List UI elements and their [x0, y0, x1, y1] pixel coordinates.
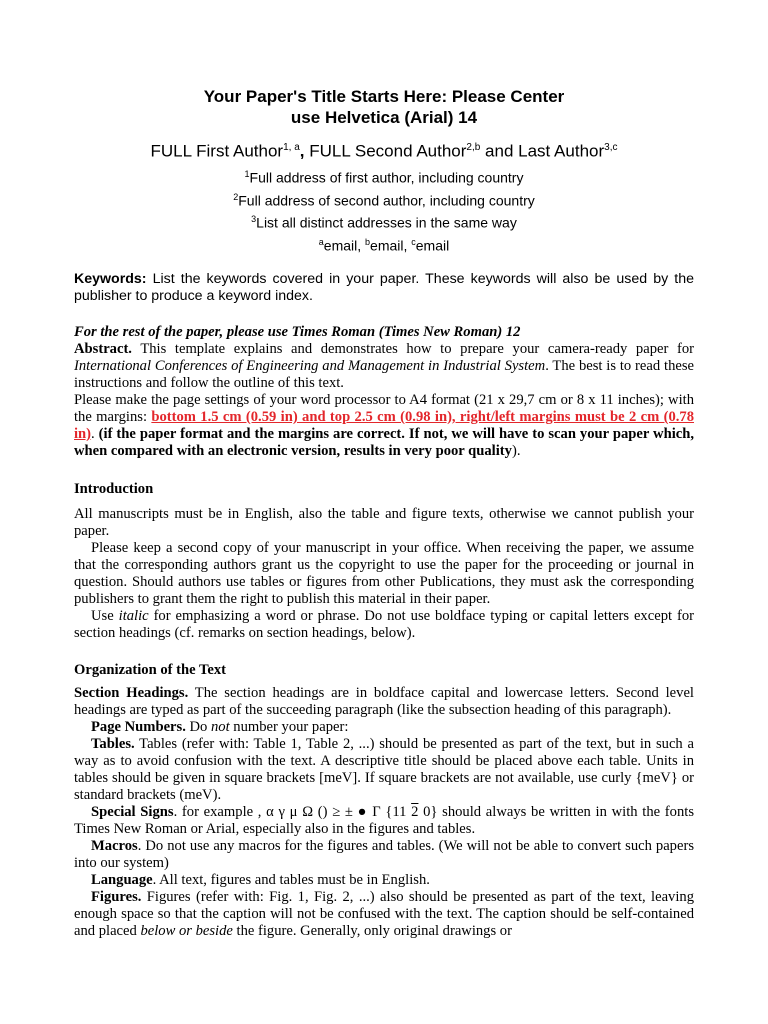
- conference-name: International Conferences of Engineering and Management in Industrial System: [74, 358, 546, 374]
- email-a-marker: a: [318, 237, 324, 247]
- email-a: email,: [323, 237, 366, 254]
- intro-p3-italic: italic: [118, 608, 149, 624]
- intro-paragraph-2: Please keep a second copy of your manuscript in your office. When receiving the paper, we assume that the corresponding authors grant us the copyright to use the paper for the proceeding or journal in question. Should authors use tables or figures from other Publications, they must ask the corresponding publishers to grant them the right to publish this material in their paper.: [74, 540, 694, 607]
- organization-heading: Organization of the Text: [74, 662, 227, 678]
- introduction-section: [74, 506, 694, 642]
- page-numbers-italic: not: [211, 719, 230, 735]
- intro-p3-text-b: for emphasizing a word or phrase. Do not use boldface typing or capital letters except for section headings (cf. remarks on section headings, below).: [74, 608, 694, 641]
- keywords-label: Keywords:: [74, 271, 147, 287]
- intro-paragraph-1: All manuscripts must be in English, also the table and figure texts, otherwise we cannot publish your paper.: [74, 506, 694, 539]
- address-3-text: List all distinct addresses in the same way: [256, 214, 517, 231]
- keywords-text: List the keywords covered in your paper. These keywords will also be used by the publisher to produce a keyword index.: [74, 271, 694, 304]
- tables-label: Tables.: [91, 736, 135, 752]
- abstract-text-2: . The best is to read these instructions and follow the outline of this text.: [74, 358, 695, 391]
- title-line-1: Your Paper's Title Starts Here: Please Center: [203, 87, 565, 106]
- language-label: Language: [91, 872, 153, 888]
- section-headings-paragraph: [74, 685, 694, 719]
- language-text: . All text, figures and tables must be in English.: [152, 872, 430, 888]
- tables-paragraph: [74, 736, 694, 804]
- page-numbers-text-b: number your paper:: [229, 719, 349, 735]
- special-signs-text-a: . for example , α γ μ Ω () ≥ ± ● Γ {11: [173, 804, 412, 820]
- address-2: [0, 189, 768, 210]
- address-2-text: Full address of second author, including country: [238, 192, 535, 209]
- author-1: FULL First Author: [150, 141, 284, 161]
- margins-requirement: bottom 1.5 cm (0.59 in) and top 2.5 cm (0.98 in), right/left margins must be 2 cm (0.78 in): [74, 409, 694, 442]
- font-instruction: [74, 324, 694, 341]
- abstract-paragraph: [74, 341, 694, 392]
- email-b-marker: b: [365, 237, 371, 247]
- figures-paragraph: [74, 889, 694, 940]
- author-2: FULL Second Author: [309, 141, 467, 161]
- page-settings-text: Please make the page settings of your word processor to A4 format (21 x 29,7 cm or 8 x 11 inches); with the margins:: [74, 392, 694, 425]
- author-3: and Last Author: [480, 141, 605, 161]
- page-settings-end: ).: [511, 443, 521, 459]
- special-signs-overline-digit: 2: [411, 804, 419, 820]
- address-3-marker: 3: [251, 214, 257, 224]
- macros-text: . Do not use any macros for the figures and tables. (We will not be able to convert such papers into our system): [74, 838, 694, 871]
- address-1-text: Full address of first author, including country: [249, 169, 524, 186]
- title-line-2: use Helvetica (Arial) 14: [290, 108, 478, 127]
- author-line: [0, 137, 768, 163]
- figures-text-b: the figure. Generally, only original drawings or: [232, 923, 512, 939]
- intro-p3-text-a: Use: [91, 608, 119, 624]
- organization-section: [74, 685, 694, 940]
- figures-text-a: Figures (refer with: Fig. 1, Fig. 2, ...) also should be presented as part of the text, leaving enough space so that the caption will not be confused with the text. The caption should be self-contained and placed: [74, 889, 694, 939]
- special-signs-text-b: 0} should always be written in with the fonts Times New Roman or Arial, especially also in the figures and tables.: [74, 804, 694, 837]
- tables-text: Tables (refer with: Table 1, Table 2, ...) should be presented as part of the text, but in such a way as to avoid confusion with the text. A descriptive title should be placed above each table. Units in tables should be given in square brackets [meV]. If square brackets are not available, use curly {meV} or standard brackets (meV).: [74, 736, 694, 803]
- figures-label: Figures.: [91, 889, 142, 905]
- page-settings-sep: .: [91, 426, 99, 442]
- author-2-affiliation: 2,b: [466, 142, 481, 153]
- abstract-text-1: This template explains and demonstrates how to prepare your camera-ready paper for: [131, 341, 694, 357]
- address-1: [0, 166, 768, 187]
- address-3: [0, 211, 768, 232]
- email-c: email: [415, 237, 450, 254]
- address-2-marker: 2: [233, 192, 239, 202]
- special-signs-paragraph: [74, 804, 694, 838]
- page-settings-paragraph: [74, 392, 694, 460]
- author-separator: ,: [299, 141, 310, 161]
- macros-paragraph: [74, 838, 694, 872]
- paper-title: [0, 86, 768, 128]
- email-b: email,: [370, 237, 412, 254]
- abstract-label: Abstract.: [74, 341, 132, 357]
- author-3-affiliation: 3,c: [604, 142, 618, 153]
- section-headings-text: The section headings are in boldface capital and lowercase letters. Second level headings are typed as part of the succeeding paragraph (like the subsection heading of this paragraph).: [74, 685, 694, 718]
- keywords-paragraph: [74, 271, 694, 305]
- section-headings-label: Section Headings.: [74, 685, 189, 701]
- abstract-section: [74, 324, 694, 460]
- format-warning: (if the paper format and the margins are correct. If not, we will have to scan your paper which, when compared with an electronic version, results in very poor quality: [74, 426, 694, 459]
- macros-label: Macros: [91, 838, 138, 854]
- page-numbers-text-a: Do: [185, 719, 211, 735]
- special-signs-label: Special Signs: [91, 804, 174, 820]
- author-1-affiliation: 1, a: [283, 142, 300, 153]
- address-1-marker: 1: [244, 169, 250, 179]
- figures-italic: below or beside: [140, 923, 233, 939]
- email-c-marker: c: [411, 237, 416, 247]
- font-instruction-text: For the rest of the paper, please use Times Roman (Times New Roman) 12: [74, 324, 521, 340]
- introduction-heading: Introduction: [74, 481, 154, 497]
- page-numbers-label: Page Numbers.: [91, 719, 186, 735]
- page-numbers-paragraph: [74, 719, 694, 736]
- language-paragraph: [74, 872, 694, 889]
- intro-paragraph-3: [74, 608, 694, 642]
- email-line: [0, 234, 768, 255]
